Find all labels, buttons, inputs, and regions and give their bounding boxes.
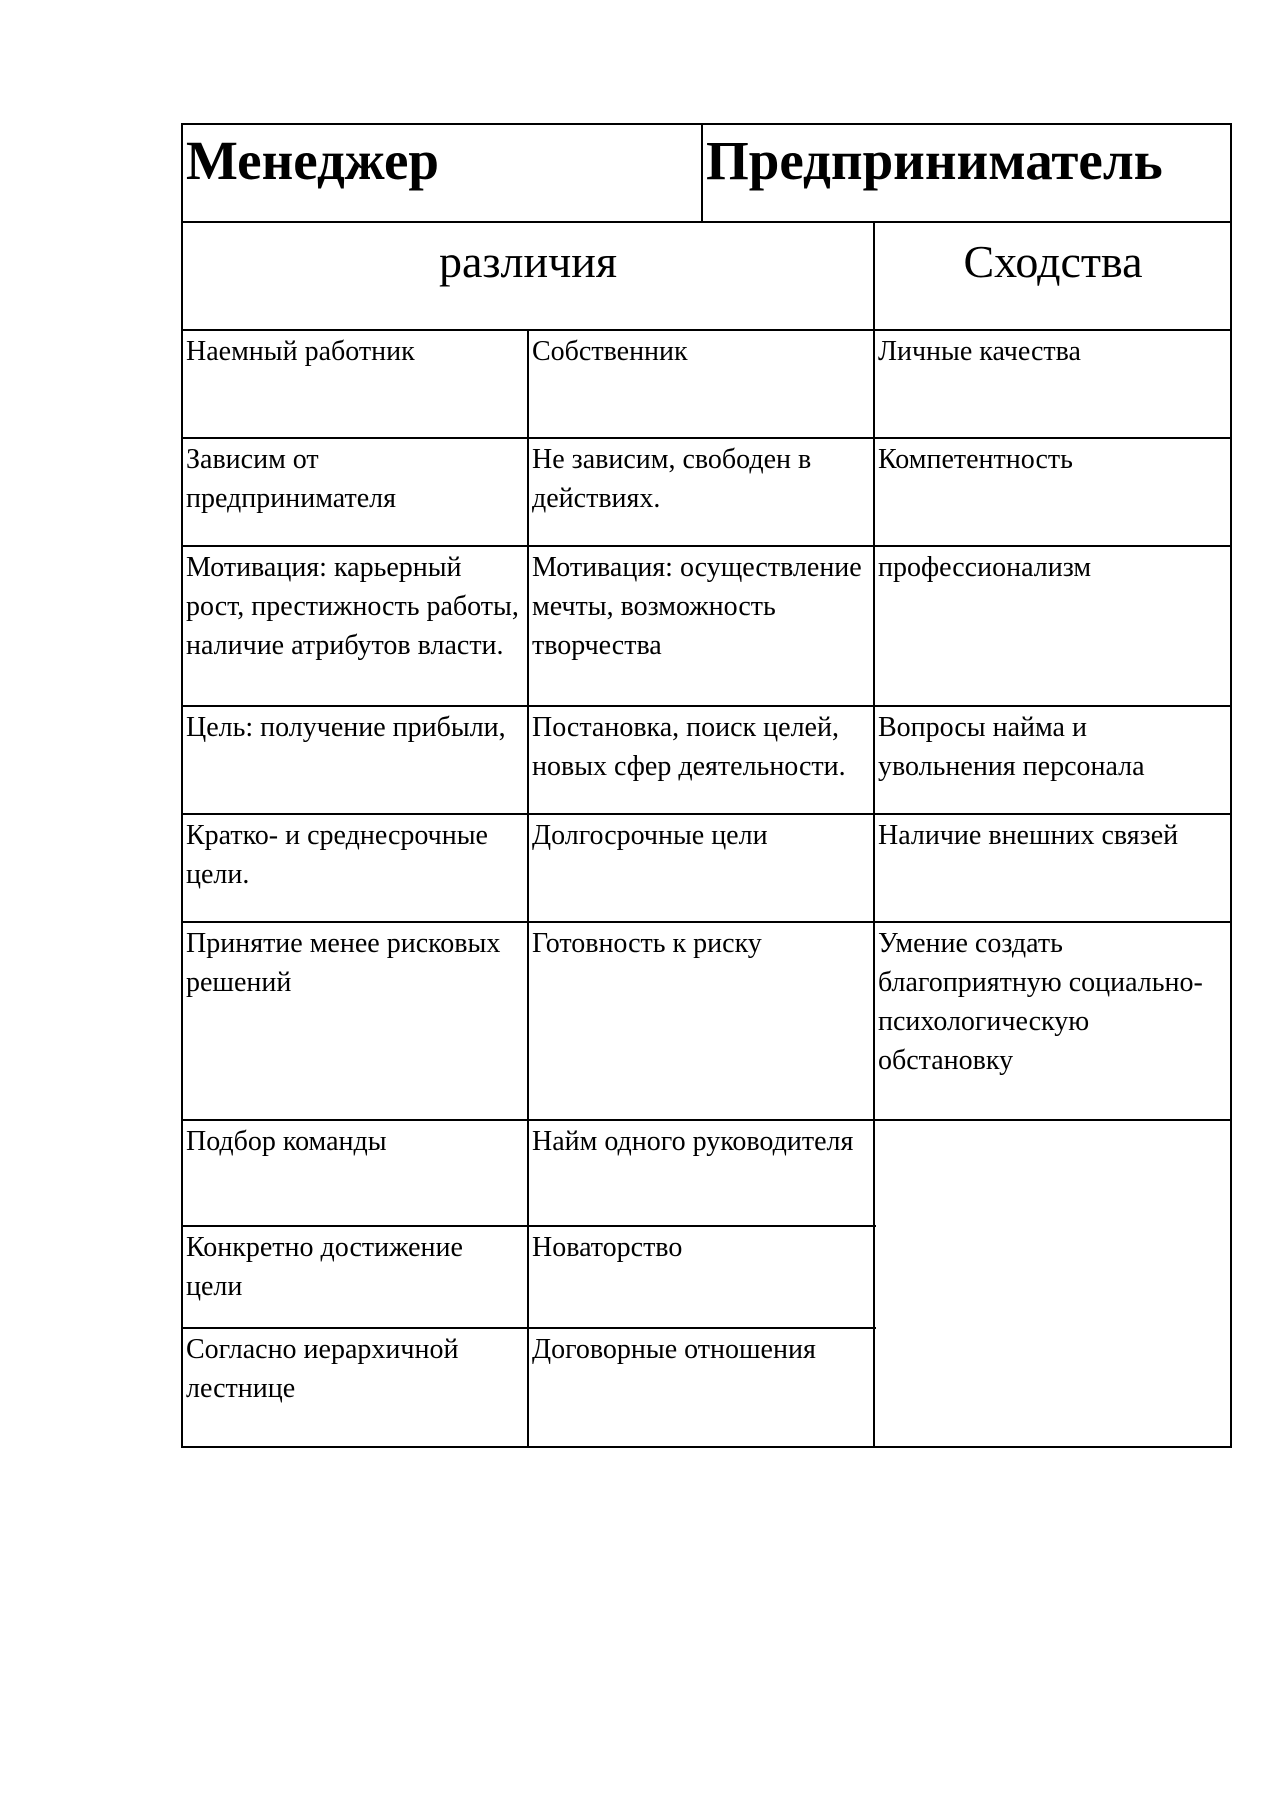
table-cell-manager: Принятие менее рисковых решений (186, 928, 501, 998)
table-cell-similarity: профессионализм (878, 552, 1092, 583)
table-cell-similarity: Вопросы найма и увольнения персонала (878, 712, 1145, 782)
table-cell-manager: Цель: получение прибыли, (186, 712, 506, 743)
subheader-similarities: Сходства (963, 236, 1143, 287)
table-border (527, 329, 529, 1448)
table-cell-manager: Подбор команды (186, 1126, 387, 1157)
table-cell-similarity: Наличие внешних связей (878, 820, 1179, 851)
header-manager: Менеджер (186, 130, 439, 191)
header-entrepreneur: Предприниматель (706, 130, 1163, 191)
table-cell-manager: Мотивация: карьерный рост, престижность работы, наличие атрибутов власти. (186, 552, 519, 661)
table-cell-entrepreneur: Мотивация: осуществление мечты, возможность творчества (532, 552, 862, 661)
table-cell-similarity: Умение создать благоприятную социально-психологическую обстановку (878, 928, 1203, 1076)
table-border (181, 1119, 1232, 1121)
table-cell-manager: Кратко- и среднесрочные цели. (186, 820, 488, 890)
table-border (181, 705, 1232, 707)
table-border (181, 1446, 1232, 1448)
table-cell-entrepreneur: Собственник (532, 336, 688, 367)
table-cell-similarity: Компетентность (878, 444, 1073, 475)
table-border (181, 329, 1232, 331)
table-cell-manager: Согласно иерархичной лестнице (186, 1334, 459, 1404)
table-cell-entrepreneur: Готовность к риску (532, 928, 762, 959)
table-border (181, 921, 1232, 923)
table-border (701, 123, 703, 223)
table-border (1230, 123, 1232, 1448)
table-cell-entrepreneur: Не зависим, свободен в действиях. (532, 444, 812, 514)
table-border (181, 813, 1232, 815)
table-cell-manager: Наемный работник (186, 336, 415, 367)
table-cell-entrepreneur: Долгосрочные цели (532, 820, 768, 851)
table-cell-manager: Зависим от предпринимателя (186, 444, 396, 514)
table-cell-entrepreneur: Новаторство (532, 1232, 683, 1263)
table-border (873, 221, 875, 1448)
table-cell-entrepreneur: Постановка, поиск целей, новых сфер деятельности. (532, 712, 846, 782)
table-border (181, 437, 1232, 439)
table-border (181, 545, 1232, 547)
subheader-differences: различия (438, 236, 618, 287)
table-border (181, 221, 1232, 223)
table-cell-entrepreneur: Договорные отношения (532, 1334, 816, 1365)
table-border (181, 123, 183, 1448)
table-cell-similarity-empty (874, 1120, 1232, 1446)
table-border (181, 123, 1232, 125)
table-cell-manager: Конкретно достижение цели (186, 1232, 463, 1302)
table-cell-similarity: Личные качества (878, 336, 1081, 367)
table-cell-entrepreneur: Найм одного руководителя (532, 1126, 854, 1157)
